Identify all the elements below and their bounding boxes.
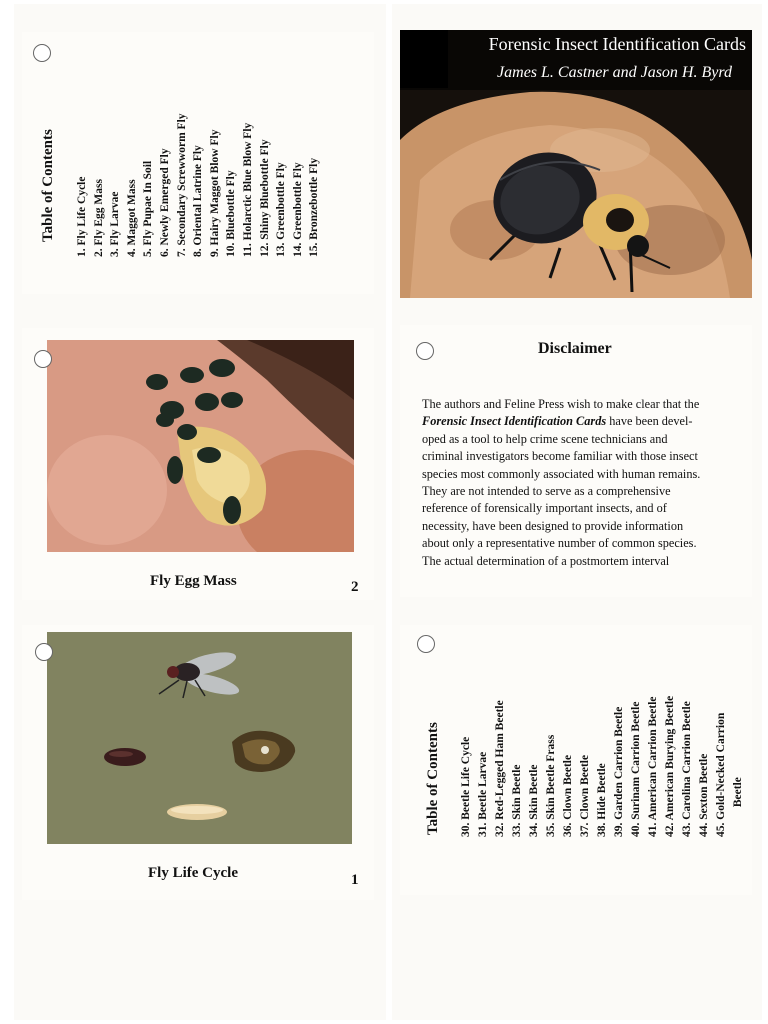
disclaimer-line: species most commonly associated with human remains. bbox=[422, 466, 701, 481]
list-item: 32. Red-Legged Ham Beetle bbox=[494, 700, 506, 837]
list-item: 1. Fly Life Cycle bbox=[76, 176, 88, 257]
punch-hole bbox=[417, 635, 435, 653]
list-item: 11. Holarctic Blue Blow Fly bbox=[241, 122, 254, 257]
list-item: 45. Gold-Necked Carrion bbox=[715, 712, 727, 837]
cover-title: Forensic Insect Identification Cards bbox=[488, 34, 746, 54]
punch-hole bbox=[416, 342, 434, 360]
life-card-caption: Fly Life Cycle bbox=[148, 865, 238, 881]
cover-card bbox=[400, 30, 752, 298]
list-item: Beetle bbox=[732, 777, 744, 808]
disclaimer-line: about only a representative number of common species. bbox=[422, 536, 697, 551]
disclaimer-line: reference of forensically important insects, and of bbox=[422, 501, 667, 516]
disclaimer-card bbox=[400, 325, 752, 597]
list-item: 41. American Carrion Beetle bbox=[647, 696, 659, 837]
punch-hole bbox=[35, 643, 53, 661]
list-item: 44. Sexton Beetle bbox=[698, 753, 710, 837]
carrion-beetle-photo bbox=[400, 30, 752, 298]
fly-egg-mass-card bbox=[22, 328, 374, 600]
list-item: 33. Skin Beetle bbox=[511, 764, 523, 837]
list-item: 15. Bronzebottle Fly bbox=[308, 157, 321, 257]
punch-hole bbox=[34, 350, 52, 368]
disclaimer-line: criminal investigators become familiar with those insect bbox=[422, 449, 698, 464]
egg-card-number: 2 bbox=[351, 579, 359, 595]
list-item: 43. Carolina Carrion Beetle bbox=[681, 701, 693, 837]
list-item: 3. Fly Larvae bbox=[109, 191, 122, 257]
list-item: 4. Maggot Mass bbox=[125, 179, 138, 257]
disclaimer-line: The authors and Feline Press wish to make clear that the bbox=[422, 397, 700, 411]
pupa-icon bbox=[104, 748, 146, 766]
list-item: 2. Fly Egg Mass bbox=[92, 179, 105, 257]
life-cycle-photo bbox=[47, 632, 352, 844]
disclaimer-line: oped as a tool to help crime scene technicians and bbox=[422, 431, 668, 446]
disclaimer-body bbox=[422, 396, 747, 570]
list-item: 38. Hide Beetle bbox=[596, 763, 608, 837]
list-item: 35. Skin Beetle Frass bbox=[545, 734, 557, 837]
book-title: Forensic Insect Identification Cards bbox=[422, 414, 607, 429]
list-item: 12. Shiny Bluebottle Fly bbox=[258, 139, 271, 257]
egg-mass-photo bbox=[47, 340, 354, 552]
toc-flies-card bbox=[22, 32, 374, 294]
cover-authors: James L. Castner and Jason H. Byrd bbox=[497, 64, 732, 81]
list-item: 5. Fly Pupae In Soil bbox=[142, 160, 155, 257]
life-card-number: 1 bbox=[351, 872, 359, 888]
egg-card-caption: Fly Egg Mass bbox=[150, 573, 237, 589]
list-item: 9. Hairy Maggot Blow Fly bbox=[208, 129, 221, 257]
list-item: 34. Skin Beetle bbox=[528, 764, 540, 837]
disclaimer-line: They are not intended to serve as a comprehensive bbox=[422, 484, 671, 499]
list-item: 10. Bluebottle Fly bbox=[225, 170, 238, 257]
list-item: 39. Garden Carrion Beetle bbox=[613, 706, 625, 837]
list-item: 36. Clown Beetle bbox=[562, 754, 574, 837]
toc-flies-list bbox=[74, 113, 323, 257]
disclaimer-heading: Disclaimer bbox=[538, 340, 612, 357]
list-item: 14. Greenbottle Fly bbox=[291, 162, 304, 257]
list-item: 37. Clown Beetle bbox=[579, 754, 591, 837]
fly-life-cycle-card bbox=[22, 625, 374, 900]
list-item: 13. Greenbottle Fly bbox=[275, 162, 288, 257]
list-item: 40. Surinam Carrion Beetle bbox=[630, 701, 642, 837]
list-item: 7. Secondary Screwworm Fly bbox=[175, 113, 188, 257]
disclaimer-line: Forensic Insect Identification Cards have been devel- bbox=[422, 414, 693, 429]
larva-icon bbox=[167, 804, 227, 820]
list-item: 6. Newly Emerged Fly bbox=[158, 148, 171, 257]
list-item: 30. Beetle Life Cycle bbox=[460, 736, 472, 837]
list-item: 42. American Burying Beetle bbox=[664, 695, 676, 837]
toc-beetles-list bbox=[458, 696, 747, 837]
toc-beetles-card bbox=[400, 625, 752, 895]
punch-hole bbox=[33, 44, 51, 62]
toc-flies-title: Table of Contents bbox=[40, 129, 56, 242]
disclaimer-line: necessity, have been designed to provide information bbox=[422, 518, 684, 533]
disclaimer-line: The actual determination of a postmortem interval bbox=[422, 553, 670, 568]
toc-beetles-title: Table of Contents bbox=[425, 722, 441, 835]
list-item: 8. Oriental Latrine Fly bbox=[192, 145, 205, 257]
list-item: 31. Beetle Larvae bbox=[477, 751, 489, 837]
